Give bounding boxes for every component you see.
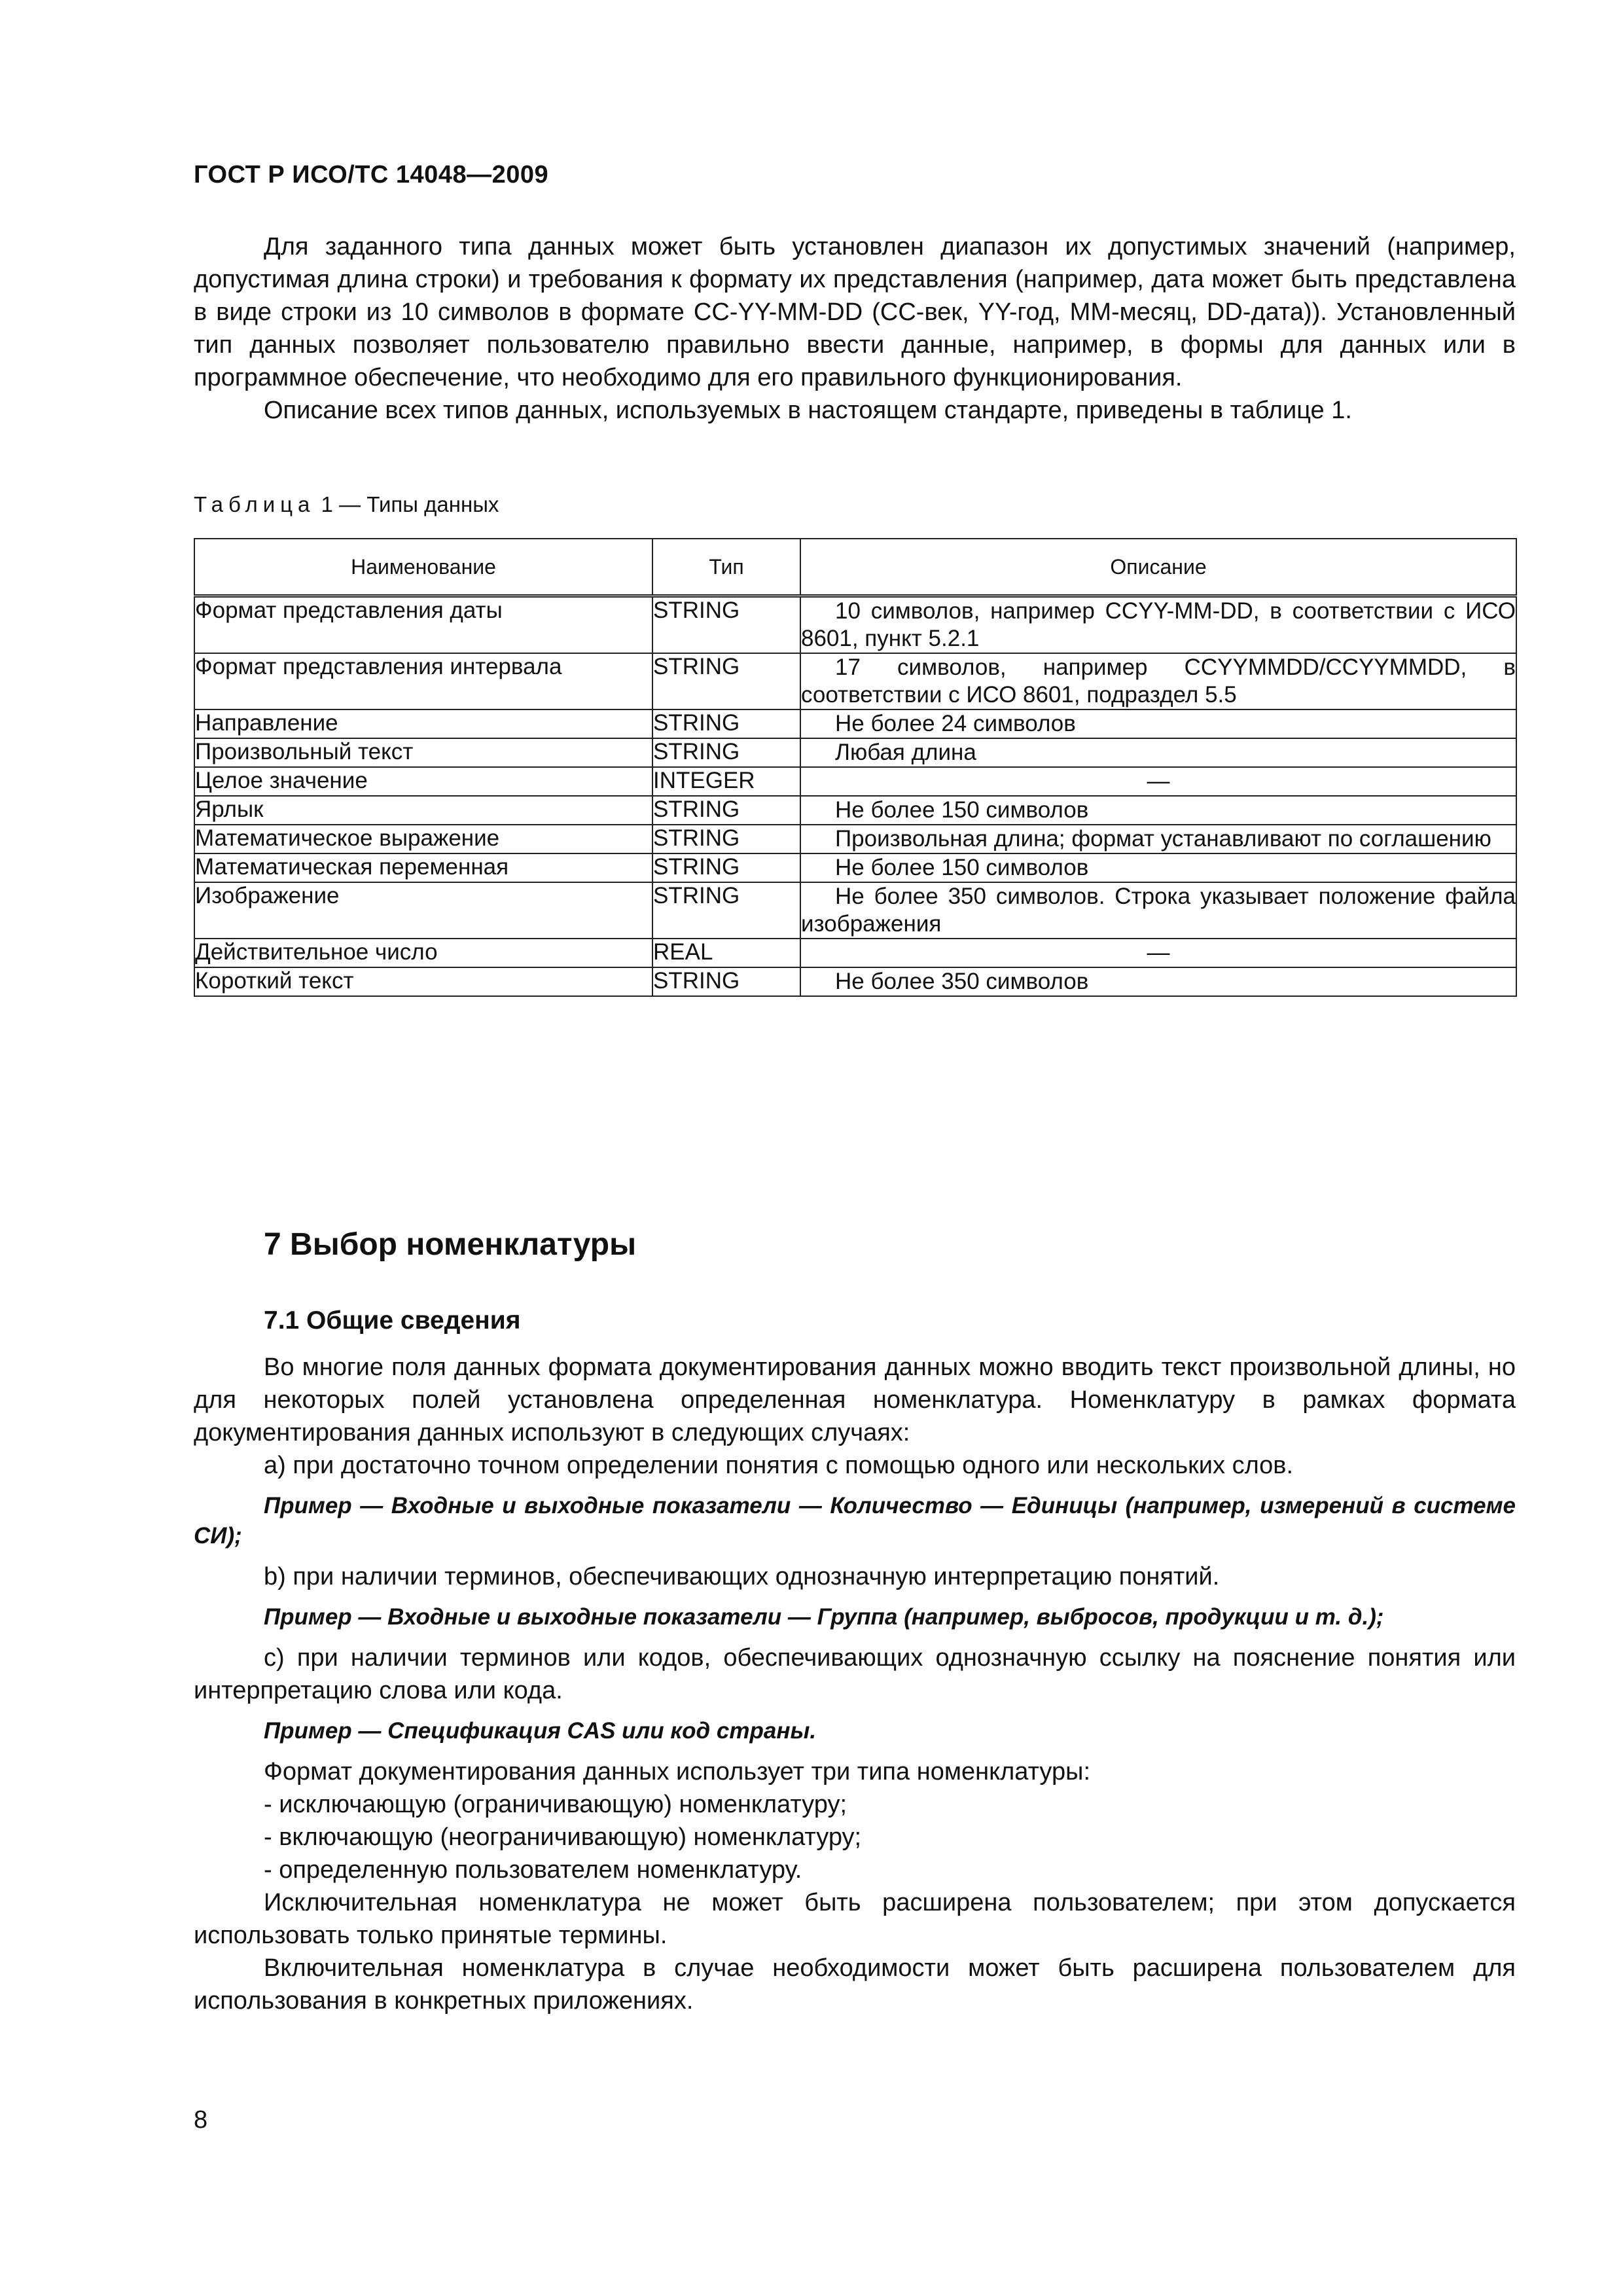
cell-name: Изображение	[194, 882, 652, 939]
header-name: Наименование	[194, 539, 652, 596]
cell-description: —	[800, 767, 1516, 796]
cell-description: Не более 150 символов	[800, 853, 1516, 882]
table-row	[194, 596, 1516, 654]
cell-name: Формат представления даты	[194, 596, 652, 654]
cell-name: Целое значение	[194, 767, 652, 796]
cell-name: Направление	[194, 709, 652, 738]
cell-name: Действительное число	[194, 939, 652, 967]
table-row	[194, 738, 1516, 767]
table-caption-label: Таблица	[194, 492, 315, 516]
header-type: Тип	[652, 539, 800, 596]
cell-type: STRING	[652, 825, 800, 853]
list-item-c: c) при наличии терминов или кодов, обеспечивающих однозначную ссылку на пояснение понятия или интерпретацию слова или кода.	[194, 1644, 1516, 1704]
table-row	[194, 882, 1516, 939]
cell-type: STRING	[652, 653, 800, 709]
header-description: Описание	[800, 539, 1516, 596]
body-paragraph-3: Исключительная номенклатура не может быть расширена пользователем; при этом допускается использовать только принятые термины.	[194, 1889, 1516, 1949]
cell-description: —	[800, 939, 1516, 967]
list-item-a: a) при достаточно точном определении понятия с помощью одного или нескольких слов.	[264, 1452, 1294, 1479]
table-row	[194, 653, 1516, 709]
table-row	[194, 939, 1516, 967]
data-types-table	[194, 538, 1517, 997]
intro-block	[194, 230, 1516, 427]
intro-paragraph-1: Для заданного типа данных может быть установлен диапазон их допустимых значений (например, допустимая длина строки) и требования к формату их представления (например, дата может быть представлена в виде строки из 10 символов в формате CC-YY-MM-DD (CC-век, YY-год, MM-месяц, DD-дата)). Установленный тип данных позволяет пользователю правильно ввести данные, например, в формы для данных или в программное обеспечение, что необходимо для его правильного функционирования.	[194, 233, 1516, 391]
cell-name: Ярлык	[194, 796, 652, 825]
cell-type: STRING	[652, 967, 800, 996]
cell-description: Любая длина	[800, 738, 1516, 767]
cell-type: INTEGER	[652, 767, 800, 796]
table-row	[194, 709, 1516, 738]
list-item-b: b) при наличии терминов, обеспечивающих однозначную интерпретацию понятий.	[264, 1563, 1220, 1590]
list-item: - включающую (неограничивающую) номенклатуру;	[264, 1823, 862, 1851]
example-b: Пример — Входные и выходные показатели — Группа (например, выбросов, продукции и т. д.);	[264, 1604, 1384, 1630]
section-body	[194, 1351, 1516, 2017]
cell-type: STRING	[652, 709, 800, 738]
cell-type: STRING	[652, 882, 800, 939]
cell-description: Произвольная длина; формат устанавливают по соглашению	[800, 825, 1516, 853]
subsection-heading: 7.1 Общие сведения	[264, 1306, 521, 1335]
cell-description: Не более 350 символов	[800, 967, 1516, 996]
section-heading: 7 Выбор номенклатуры	[264, 1227, 637, 1262]
body-paragraph-4: Включительная номенклатура в случае необходимости может быть расширена пользователем для использования в конкретных приложениях.	[194, 1954, 1516, 2015]
table-header-row	[194, 539, 1516, 596]
standard-code-header: ГОСТ Р ИСО/ТС 14048—2009	[194, 161, 549, 188]
table-caption-title: 1 — Типы данных	[315, 492, 499, 516]
cell-description: Не более 24 символов	[800, 709, 1516, 738]
table-row	[194, 767, 1516, 796]
cell-type: STRING	[652, 738, 800, 767]
table-row	[194, 967, 1516, 996]
body-paragraph-1: Во многие поля данных формата документирования данных можно вводить текст произвольной длины, но для некоторых полей установлена определенная номенклатура. Номенклатуру в рамках формата документирования данных используют в следующих случаях:	[194, 1354, 1516, 1446]
cell-name: Формат представления интервала	[194, 653, 652, 709]
cell-type: STRING	[652, 596, 800, 654]
cell-name: Короткий текст	[194, 967, 652, 996]
cell-type: STRING	[652, 853, 800, 882]
document-page	[194, 0, 1516, 2296]
cell-type: STRING	[652, 796, 800, 825]
list-item: - определенную пользователем номенклатуру.	[264, 1856, 802, 1884]
page-number: 8	[194, 2106, 208, 2134]
list-item: - исключающую (ограничивающую) номенклатуру;	[264, 1791, 847, 1818]
table-row	[194, 853, 1516, 882]
intro-paragraph-2: Описание всех типов данных, используемых в настоящем стандарте, приведены в таблице 1.	[264, 397, 1352, 424]
table-caption	[194, 492, 499, 517]
table-row	[194, 796, 1516, 825]
cell-name: Произвольный текст	[194, 738, 652, 767]
body-paragraph-2: Формат документирования данных использует три типа номенклатуры:	[264, 1758, 1090, 1785]
cell-description: 10 символов, например CCYY-MM-DD, в соответствии с ИСО 8601, пункт 5.2.1	[800, 596, 1516, 654]
table-row	[194, 825, 1516, 853]
cell-type: REAL	[652, 939, 800, 967]
cell-description: Не более 150 символов	[800, 796, 1516, 825]
cell-description: Не более 350 символов. Строка указывает положение файла изображения	[800, 882, 1516, 939]
example-c: Пример — Спецификация CAS или код страны.	[264, 1718, 817, 1744]
example-a: Пример — Входные и выходные показатели — Количество — Единицы (например, измерений в системе СИ);	[194, 1493, 1516, 1549]
cell-name: Математическая переменная	[194, 853, 652, 882]
cell-description: 17 символов, например CCYYMMDD/CCYYMMDD, в соответствии с ИСО 8601, подраздел 5.5	[800, 653, 1516, 709]
cell-name: Математическое выражение	[194, 825, 652, 853]
